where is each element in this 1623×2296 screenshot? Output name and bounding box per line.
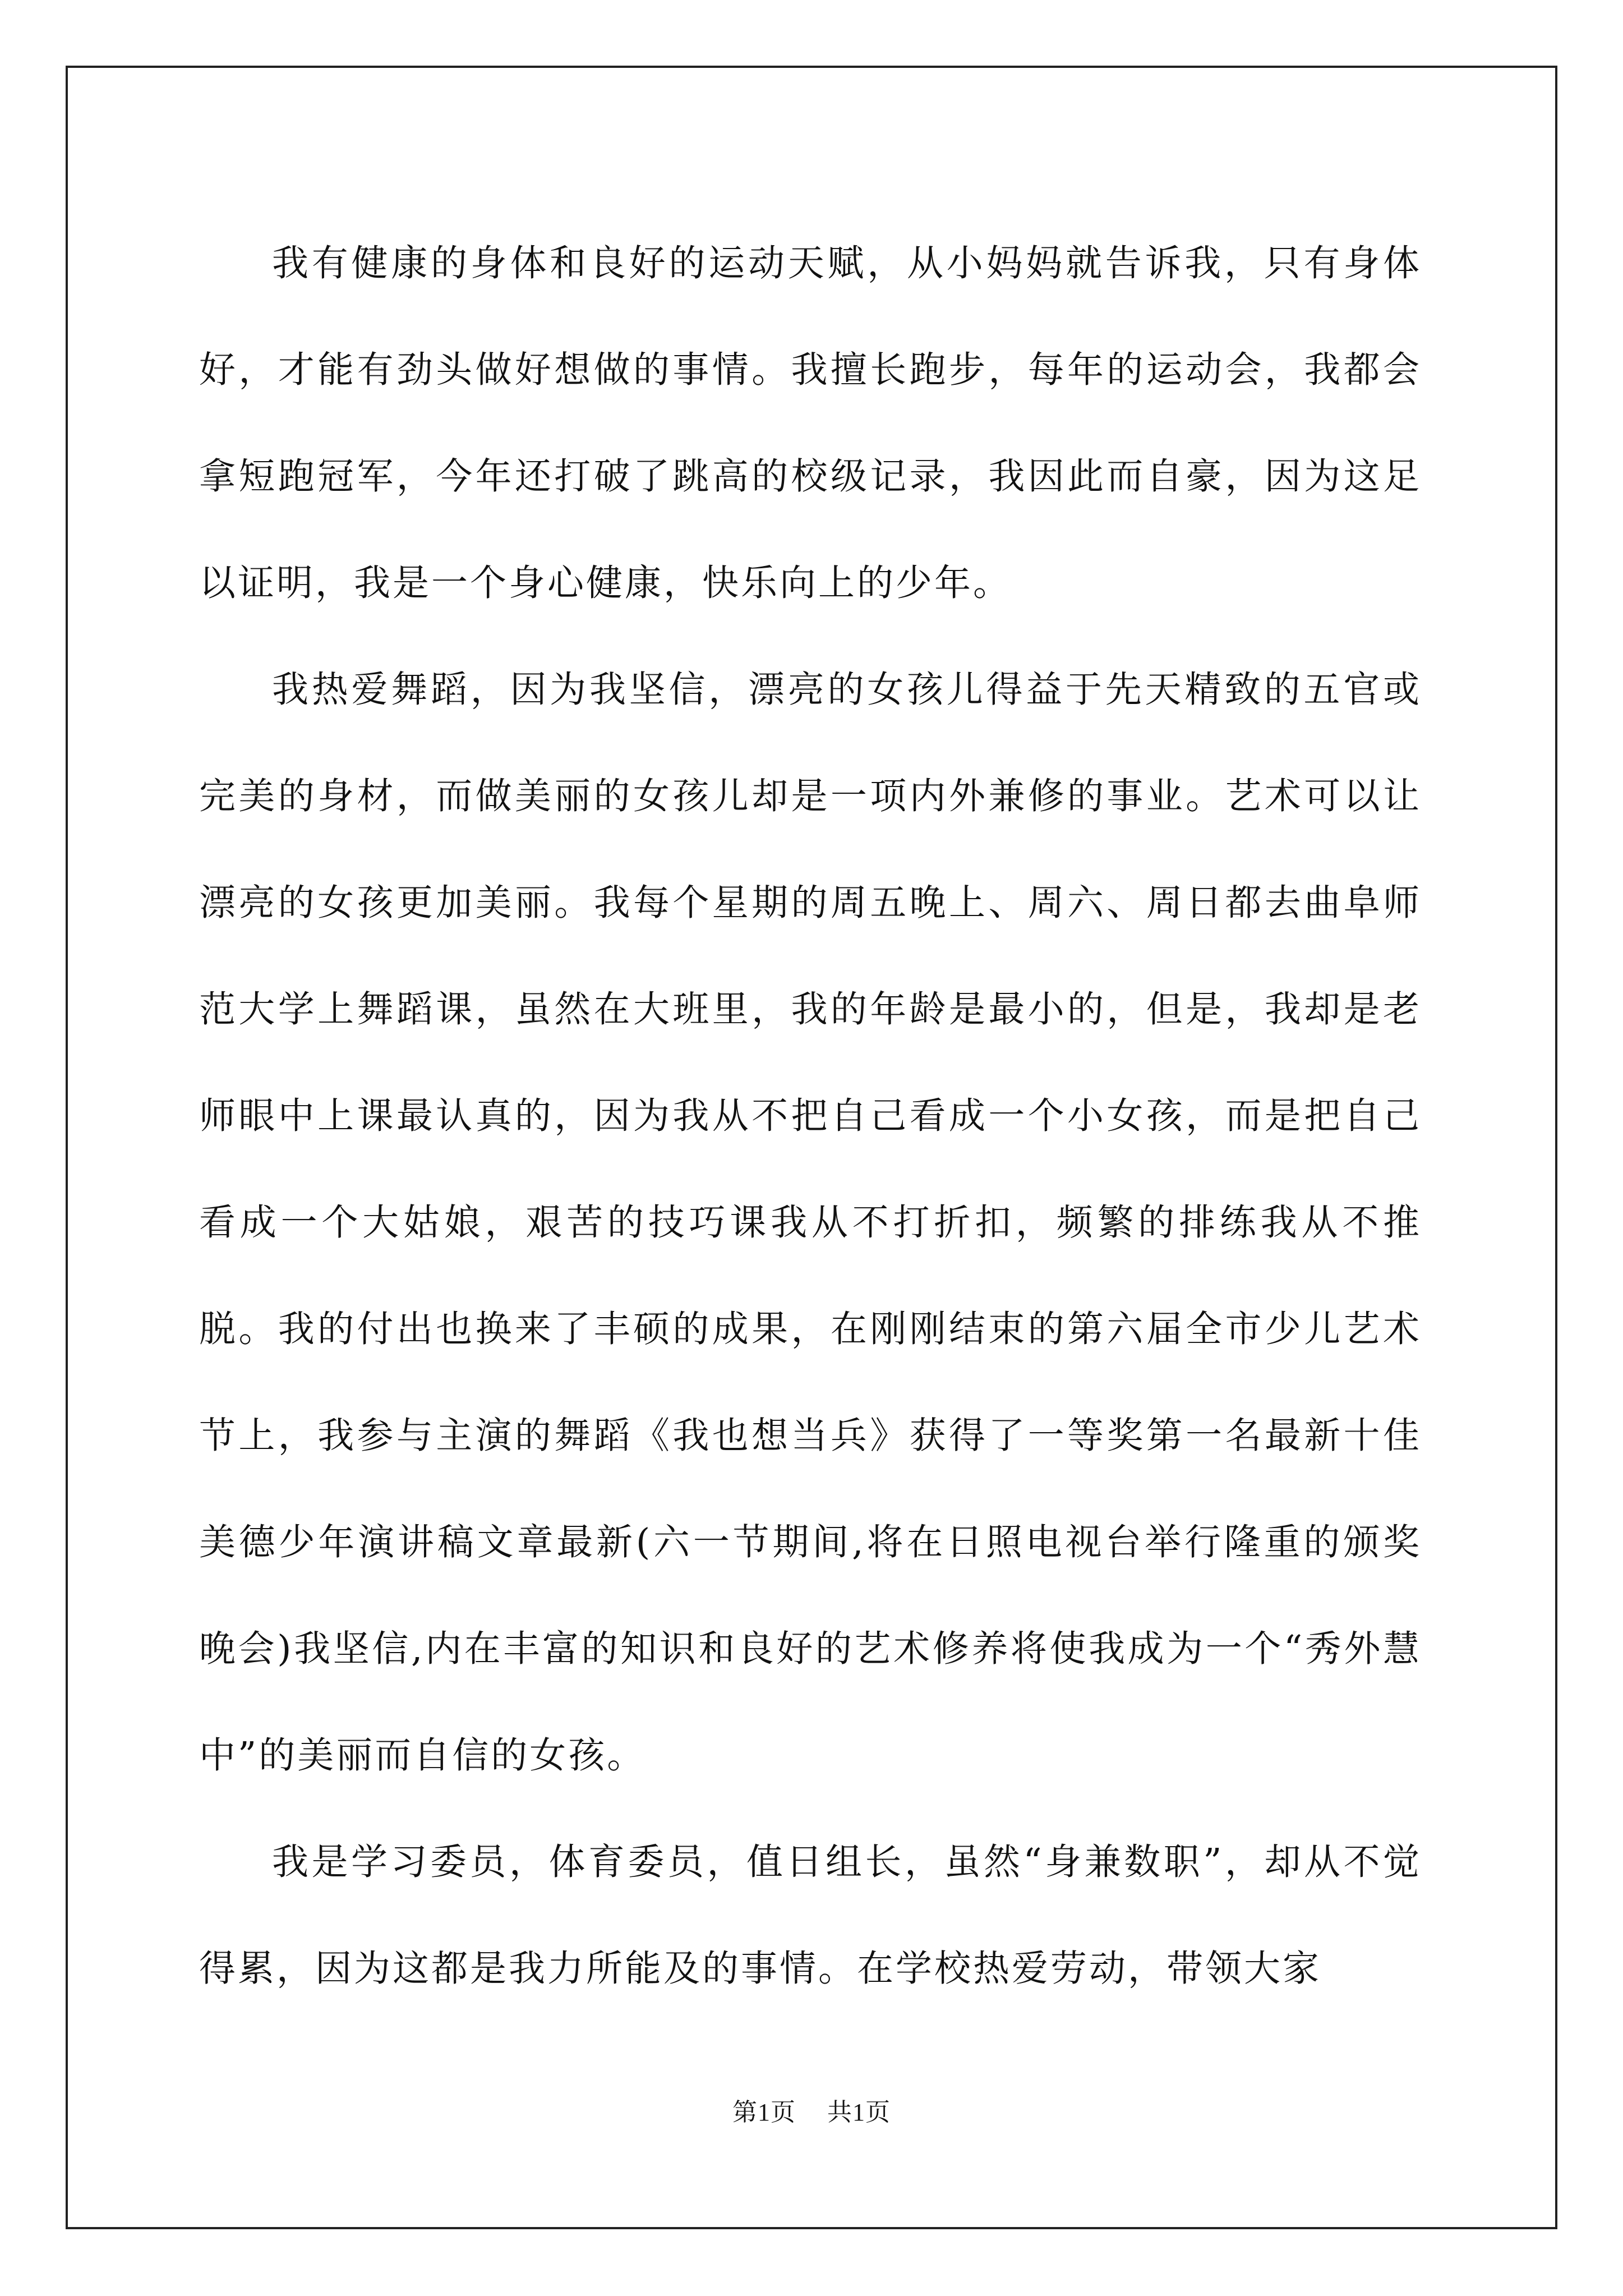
paragraph-3: 我是学习委员，体育委员，值日组长，虽然“身兼数职”，却从不觉得累，因为这都是我力所能及的事情。在学校热爱劳动，带领大家	[199, 1841, 1422, 1990]
page-total: 共1页	[827, 2099, 891, 2126]
page-footer	[0, 2096, 1623, 2129]
paragraph-1: 我有健康的身体和良好的运动天赋，从小妈妈就告诉我，只有身体好，才能有劲头做好想做的事情。我擅长跑步，每年的运动会，我都会拿短跑冠军，今年还打破了跳高的校级记录，我因此而自豪，因为这足以证明，我是一个身心健康，快乐向上的少年。	[199, 242, 1422, 604]
document-body	[199, 210, 1422, 2022]
paragraph-2: 我热爱舞蹈，因为我坚信，漂亮的女孩儿得益于先天精致的五官或完美的身材，而做美丽的女孩儿却是一项内外兼修的事业。艺术可以让漂亮的女孩更加美丽。我每个星期的周五晚上、周六、周日都去曲阜师范大学上舞蹈课，虽然在大班里，我的年龄是最小的，但是，我却是老师眼中上课最认真的，因为我从不把自己看成一个小女孩，而是把自己看成一个大姑娘，艰苦的技巧课我从不打折扣，频繁的排练我从不推脱。我的付出也换来了丰硕的成果，在刚刚结束的第六届全市少儿艺术节上，我参与主演的舞蹈《我也想当兵》获得了一等奖第一名最新十佳美德少年演讲稿文章最新(六一节期间,将在日照电视台举行隆重的颁奖晚会)我坚信,内在丰富的知识和良好的艺术修养将使我成为一个“秀外慧中”的美丽而自信的女孩。	[199, 669, 1422, 1777]
page-number: 第1页	[732, 2099, 796, 2126]
